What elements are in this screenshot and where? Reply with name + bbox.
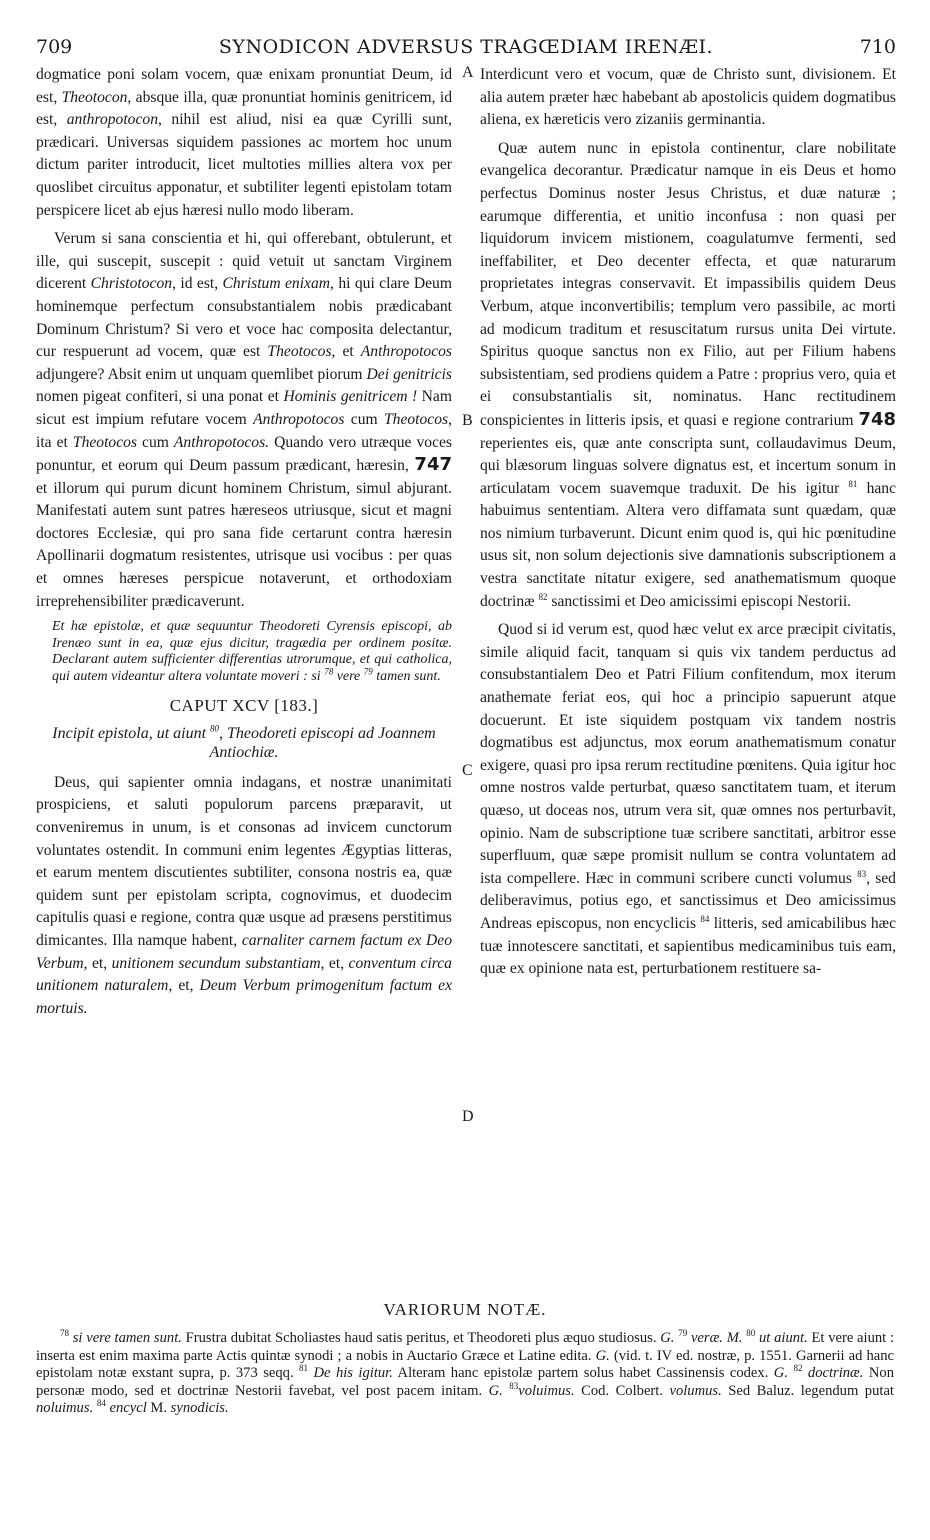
column-number-748: 748 xyxy=(858,408,896,430)
chapter-argument: Et hæ epistolæ, et quæ sequuntur Theodoreti Cyrensis episcopi, ab Irenæo sunt in ea, quæ ejus dicitur, tragædia per ordinem positæ. Declarant autem sufficienter differentias utrorumque, et qui catholica, qui autem videantur altera voluntate moveri : si $^{78}$ vere $^{79}$ tamen sunt. xyxy=(52,619,452,684)
margin-letter-d: D xyxy=(462,1108,474,1125)
margin-letter-a: A xyxy=(462,64,474,81)
notes-title: VARIORUM NOTÆ. xyxy=(383,1300,547,1319)
left-paragraph-3: Deus, qui sapienter omnia indagans, et nostræ unanimitati prospiciens, et saluti populorum parcens præparavit, ut conveniremus in unum, is et consonas ad invicem cunctorum voluntates ostendit. In communi enim legentes Ægyptias litteras, et earum mentem discutientes subtiliter, consona nostris ea, quæ quidem sunt per epistolam scripta, cognovimus, et duodecim capitulis quasi e regione, contra quæ usque ad præsens perstitimus dimicantes. Illa namque habent, carnaliter carnem factum ex Deo Verbum, et, unitionem secundum substantiam, et, conventum circa unitionem naturalem, et, Deum Verbum primogenitum factum ex mortuis. xyxy=(36,773,452,1017)
column-number-747: 747 xyxy=(414,454,452,476)
running-title: SYNODICON ADVERSUS TRAGŒDIAM IRENÆI. xyxy=(218,36,714,58)
margin-letter-b: B xyxy=(462,412,473,429)
left-column xyxy=(36,64,452,1026)
incipit-heading: Incipit epistola, ut aiunt $^{80}$, Theodoreti episcopi ad Joannem Antiochiæ. xyxy=(52,723,436,761)
right-paragraph-1: Interdicunt vero et vocum, quæ de Christo sunt, divisionem. Et alia autem præter hæc habebant ab apostolicis quidem dogmatibus aliena, ex hæreticis vero zizaniis germinantia. xyxy=(480,66,896,129)
left-paragraph-1: dogmatice poni solam vocem, quæ enixam pronuntiat Deum, id est, Theotocon, absque illa, quæ pronuntiat hominis genitricem, id est, anthropotocon, nihil est aliud, nisi ea quæ Cyrilli sunt, prædicari. Universas siquidem passiones ac mortem hoc unum dictum pariter introducit, licet multoties millies altera vox per quoslibet circuitus apponatur, et subtiliter legenti epistolam totam perspicere licet ab ejus hæresi nullo modo liberam. xyxy=(36,66,453,219)
chapter-heading: CAPUT XCV [183.] xyxy=(169,696,319,716)
right-paragraph-2: Quæ autem nunc in epistola continentur, clare nobilitate evangelica decorantur. Prædicatur namque in eis Deus et homo perfectus Dominus noster Jesus Christus, et duæ naturæ ; earumque differentia, et unitio inconfusa : non quasi per liquidorum invicem mistionem, coagulatumve fermenti, sed ineffabiliter, et Deo decenter effecta, et quæ naturarum proprietates integras conservavit. Et impassibilis quidem Deus Verbum, atque inconvertibilis; templum vero passibile, ac morti ad modicum traditum et resuscitatum rursus unita Dei virtute. Spiritus quoque sanctus non ex Filio, aut per Filium habens subsistentiam, sed prodiens quidem a Patre : proprius vero, quia et ei consubstantialis sit, nominatus. Hanc rectitudinem conspicientes in litteris ipsis, et quasi e regione contrarium 748 reperientes eis, quæ ante conscripta sunt, collaudavimus Deum, qui blæsorum linguas solvere dignatus est, et incertum sonum in articulatam vocem suavemque traduxit. De his igitur $^{81}$ hanc habuimus sententiam. Altera vero diffamata sunt quædam, quæ nos nimium turbaverunt. Dicunt enim quod is, qui hic pœnitudine usus sit, non solum dejectionis sive damnationis subscriptionem a vestra sanctitate nitatur exigere, sed anathematismum quoque doctrinæ $^{82}$ sanctissimi et Deo amicissimi episcopi Nestorii. xyxy=(480,139,897,610)
right-paragraph-3: Quod si id verum est, quod hæc velut ex arce præcipit civitatis, simile aliquid facit, tanquam si quis vix tandem perductus ad consubstantialem Deo et Patri Filium confitendum, mox iterum anathemate feriat eos, qui hoc a principio sapuerunt atque docuerunt. Et iste siquidem postquam vix tandem nostris dogmatibus est adjunctus, mox eorum anathematismum conatur exigere, quasi pro ipsa rerum rectitudine pœnitens. Quia igitur hoc omne nostros valde perturbat, quæso sanctitatem tuam, et iterum quæso, ut doceas nos, utrum vera sit, quæ omnes nos perturbavit, opinio. Nam de subscriptione tuæ scribere sanctitati, arbitror esse superfluum, quæ sæpe promisit nullum se contra voluntatem ad ista compellere. Hæc in communi scribere cuncti volumus $^{83}$, sed deliberavimus, potius ego, et sanctissimus et Deo amicissimus Andreas episcopus, non encyclicis $^{84}$ litteris, sed amicabilibus hæc tuæ innotescere sanctitati, et sapientibus medicaminibus tuis eam, quæ ex opinione nata est, perturbationem restituere sa- xyxy=(480,621,896,978)
running-header xyxy=(36,36,896,62)
page-number-right: 710 xyxy=(859,36,896,58)
variorum-notes: $^{78}$ si vere tamen sunt. Frustra dubitat Scholiastes haud satis peritus, et Theodoreti plus æquo studiosus. G. $^{79}$ veræ. M. $^{80}$ ut aiunt. Et vere aiunt : inserta est enim maxima parte Actis quintæ synodi ; a nobis in Auctario Græce et Latine edita. G. (vid. t. IV ed. nostræ, p. 1551. Garnerii ad hanc epistolam notæ exstant supra, p. 373 seqq. $^{81}$ De his igitur. Alteram hanc epistolæ partem solus habet Cassinensis codex. G. $^{82}$ doctrinæ. Non personæ modo, sed et doctrinæ Nestorii favebat, vel post pacem initam. G. $^{83}$voluimus. Cod. Colbert. volumus. Sed Baluz. legendum putat noluimus. $^{84}$ encycl M. synodicis. xyxy=(36,1328,895,1417)
right-column xyxy=(480,64,896,987)
page-number-left: 709 xyxy=(36,36,73,58)
margin-letter-c: C xyxy=(462,762,473,779)
left-paragraph-2: Verum si sana conscientia et hi, qui offerebant, obtulerunt, et ille, qui suscepit, suscepit : quid vetuit ut sanctam Virginem dicerent Christotocon, id est, Christum enixam, hi qui clare Deum hominemque perfectum consubstantialem nobis prædicabant Dominum Christum? Si vero et voce hac composita delectantur, cur respuerunt ad vocem, quæ est Theotocos, et Anthropotocos adjungere? Absit enim ut unquam quemlibet piorum Dei genitricis nomen pigeat confiteri, si una ponat et Hominis genitricem ! Nam sicut est impium refutare vocem Anthropotocos cum Theotocos, ita et Theotocos cum Anthropotocos. Quando vero utræque voces ponuntur, et eorum qui Deum passum prædicant, hæresin, 747 et illorum qui purum dicunt hominem Christum, simul abjurant. Manifestati autem sunt patres hæreseos utriusque, sicut et magni doctores Ecclesiæ, qui pro sana fide certarunt contra hæresin Apollinarii dogmatum resistentes, utrisque usi vocibus : per quas et omnes hæreses perspicue notaverunt, et orthodoxiam irreprehensibiliter prædicaverunt. xyxy=(36,230,452,610)
